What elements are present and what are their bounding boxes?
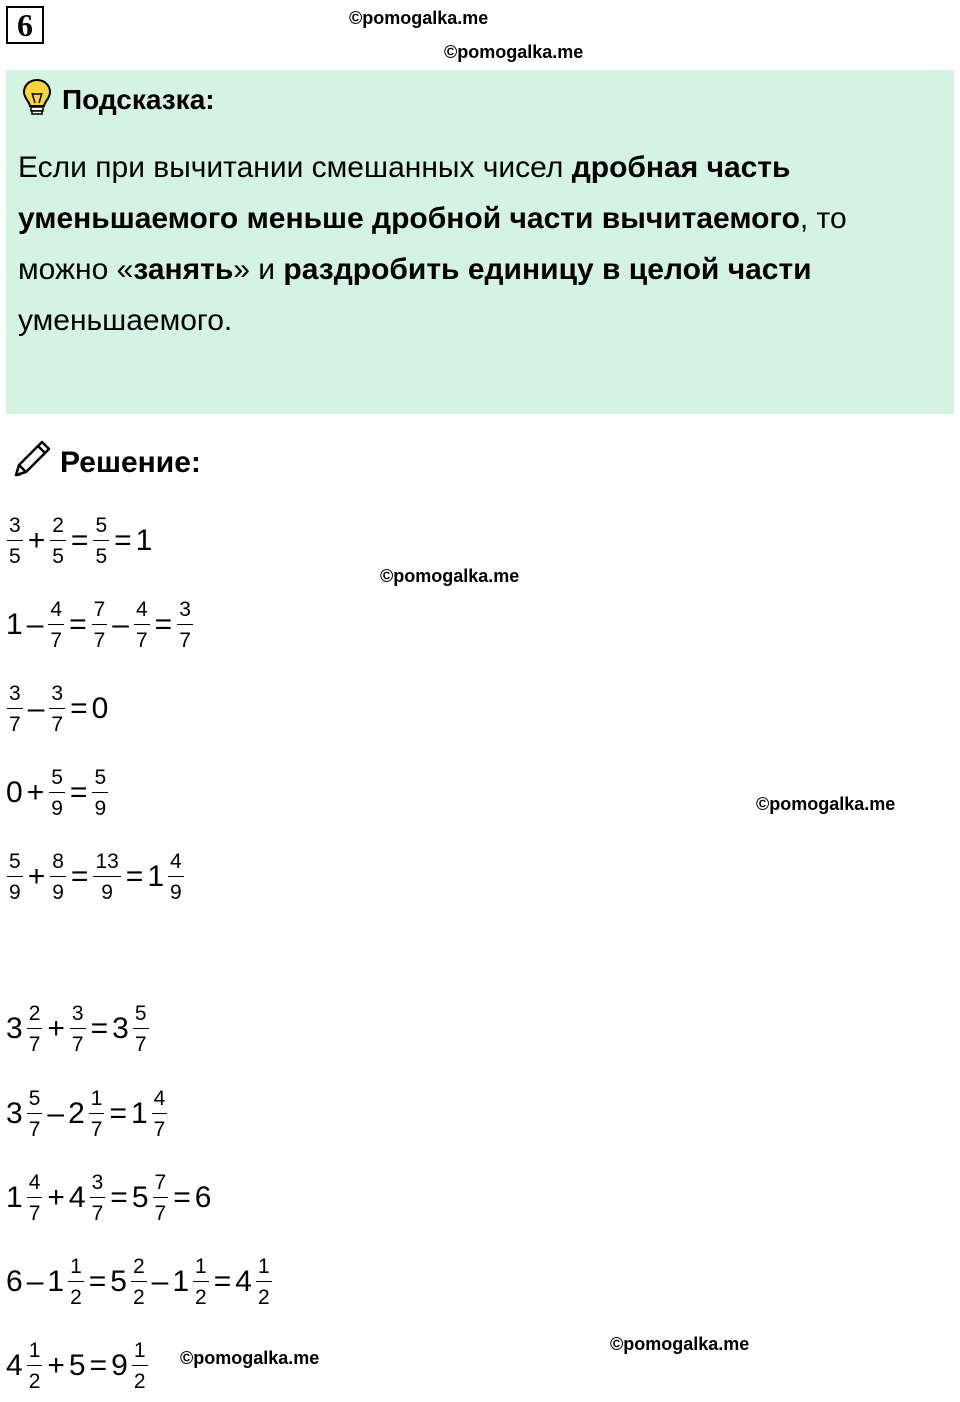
denominator: 7 (9, 713, 21, 736)
whole-part: 4 (6, 1349, 23, 1382)
mixed-number (69, 1172, 106, 1224)
math-operator: = (69, 608, 87, 641)
fraction-body (92, 767, 108, 819)
numerator: 1 (193, 1256, 209, 1282)
mixed-number (6, 1088, 43, 1140)
hint-bold-1: дробная часть уменьшаемого меньше дробной части вычитаемого (18, 151, 800, 235)
numerator: 5 (7, 851, 23, 877)
denominator: 9 (94, 797, 107, 820)
equation-row (6, 674, 108, 744)
hint-bold-2: занять (133, 253, 234, 286)
mixed-number (172, 1256, 209, 1308)
fraction-body (49, 683, 65, 735)
watermark: ©pomogalka.me (349, 8, 489, 28)
fraction-body (7, 515, 23, 567)
fraction-body (153, 1172, 169, 1224)
whole-part: 5 (110, 1265, 127, 1298)
math-operator: = (173, 1181, 191, 1214)
equation-row (6, 1331, 149, 1401)
task-number: 6 (6, 6, 44, 44)
denominator: 7 (154, 1202, 167, 1225)
fraction-body (89, 1088, 105, 1140)
numerator: 4 (152, 1088, 168, 1114)
fraction-body (93, 851, 120, 903)
denominator: 2 (70, 1286, 82, 1309)
denominator: 9 (52, 881, 64, 904)
math-operator: + (26, 776, 45, 809)
lightbulb-icon (20, 77, 54, 124)
math-operator: = (114, 524, 132, 557)
solution-title: Решение: (60, 446, 201, 479)
fraction-body (68, 1256, 84, 1308)
denominator: 7 (51, 713, 64, 736)
numerator: 3 (7, 683, 23, 709)
equation-row (6, 1247, 273, 1317)
equation-row (6, 590, 194, 660)
fraction-body (49, 767, 65, 819)
fraction-body (27, 1003, 43, 1055)
fraction-body (134, 599, 150, 651)
denominator: 5 (9, 545, 21, 568)
math-operator: = (154, 608, 173, 641)
numerator: 1 (132, 1340, 148, 1366)
math-number: 6 (194, 1181, 212, 1214)
whole-part: 9 (111, 1349, 128, 1382)
mixed-number (6, 1172, 43, 1224)
numerator: 4 (48, 599, 64, 625)
mixed-number (131, 1088, 168, 1140)
denominator: 2 (195, 1286, 207, 1309)
numerator: 1 (68, 1256, 84, 1282)
denominator: 2 (133, 1370, 146, 1393)
whole-part: 3 (6, 1012, 23, 1045)
math-operator: = (109, 1097, 127, 1130)
numerator: 7 (153, 1172, 169, 1198)
fraction (6, 515, 24, 567)
numerator: 1 (256, 1256, 272, 1282)
fraction-body (7, 683, 23, 735)
fraction-body (48, 599, 64, 651)
numerator: 1 (27, 1340, 43, 1366)
denominator: 7 (93, 629, 106, 652)
denominator: 9 (101, 881, 113, 904)
fraction-body (27, 1340, 43, 1392)
equation-row (6, 994, 150, 1064)
hint-bold-3: раздробить единицу в целой части (283, 253, 812, 286)
fraction-body (193, 1256, 209, 1308)
math-operator: – (26, 608, 44, 641)
numerator: 7 (92, 599, 108, 625)
whole-part: 1 (130, 1097, 148, 1130)
numerator: 3 (70, 1003, 86, 1029)
denominator: 2 (28, 1370, 41, 1393)
equation-row (6, 1079, 168, 1149)
denominator: 7 (153, 1118, 166, 1141)
denominator: 7 (134, 1033, 147, 1056)
whole-part: 5 (131, 1181, 149, 1214)
numerator: 5 (133, 1003, 149, 1029)
math-number: 6 (6, 1265, 23, 1298)
numerator: 3 (49, 683, 65, 709)
equation-row (6, 506, 152, 576)
denominator: 9 (170, 881, 182, 904)
denominator: 5 (95, 545, 108, 568)
numerator: 4 (134, 599, 150, 625)
denominator: 7 (28, 1202, 41, 1225)
math-number: 0 (91, 692, 109, 725)
mixed-number (132, 1172, 169, 1224)
numerator: 5 (49, 767, 65, 793)
watermark: ©pomogalka.me (756, 794, 896, 814)
math-operator: = (89, 1349, 108, 1382)
numerator: 5 (27, 1088, 43, 1114)
math-operator: = (70, 524, 89, 557)
whole-part: 3 (6, 1097, 23, 1130)
equation-row (6, 758, 109, 828)
fraction-body (133, 1003, 149, 1055)
denominator: 7 (50, 629, 63, 652)
mixed-number (6, 1340, 43, 1392)
mixed-number (112, 1003, 149, 1055)
pencil-icon (10, 437, 54, 489)
fraction-body (27, 1172, 43, 1224)
fraction (92, 851, 121, 903)
fraction-body (70, 1003, 86, 1055)
mixed-number (147, 851, 184, 903)
numerator: 2 (131, 1256, 147, 1282)
math-operator: = (69, 776, 88, 809)
numerator: 5 (92, 767, 108, 793)
numerator: 3 (7, 515, 23, 541)
hint-part-3: » и (233, 253, 284, 286)
denominator: 7 (91, 1202, 104, 1225)
math-operator: = (213, 1265, 232, 1298)
fraction (48, 683, 66, 735)
fraction (6, 683, 24, 735)
hint-heading (20, 80, 215, 120)
whole-part: 1 (6, 1181, 23, 1214)
fraction (92, 515, 110, 567)
whole-part: 4 (68, 1181, 86, 1214)
numerator: 2 (50, 515, 66, 541)
math-operator: = (88, 1265, 107, 1298)
numerator: 4 (168, 851, 184, 877)
fraction-body (131, 1256, 147, 1308)
fraction-body (50, 515, 66, 567)
fraction (176, 599, 194, 651)
whole-part: 1 (172, 1265, 190, 1298)
math-operator: + (47, 1012, 65, 1045)
fraction (91, 599, 109, 651)
solution-heading (10, 440, 201, 486)
numerator: 3 (177, 599, 193, 625)
fraction-body (256, 1256, 272, 1308)
math-number: 5 (68, 1349, 86, 1382)
whole-part: 2 (68, 1097, 85, 1130)
hint-title: Подсказка: (62, 84, 215, 115)
denominator: 9 (9, 881, 21, 904)
watermark: ©pomogalka.me (444, 42, 584, 62)
numerator: 4 (27, 1172, 43, 1198)
hint-text (18, 142, 938, 346)
numerator: 1 (89, 1088, 105, 1114)
denominator: 7 (179, 629, 191, 652)
fraction (6, 851, 24, 903)
numerator: 13 (93, 851, 120, 877)
watermark: ©pomogalka.me (610, 1334, 750, 1354)
whole-part: 1 (147, 860, 165, 893)
fraction (48, 767, 66, 819)
math-operator: – (26, 1265, 44, 1298)
whole-part: 3 (112, 1012, 129, 1045)
denominator: 9 (51, 797, 63, 820)
mixed-number (235, 1256, 272, 1308)
fraction-body (27, 1088, 43, 1140)
denominator: 2 (257, 1286, 270, 1309)
math-operator: + (27, 860, 46, 893)
numerator: 3 (90, 1172, 106, 1198)
denominator: 2 (132, 1286, 145, 1309)
math-operator: = (110, 1181, 128, 1214)
denominator: 7 (28, 1118, 41, 1141)
math-operator: = (70, 860, 89, 893)
math-number: 1 (6, 608, 23, 641)
fraction (133, 599, 151, 651)
denominator: 5 (52, 545, 64, 568)
mixed-number (47, 1256, 84, 1308)
mixed-number (6, 1003, 43, 1055)
fraction (47, 599, 65, 651)
fraction (69, 1003, 87, 1055)
hint-part-1: Если при вычитании смешанных чисел (18, 151, 572, 184)
math-operator: – (112, 608, 129, 641)
numerator: 2 (27, 1003, 43, 1029)
math-operator: = (125, 860, 144, 893)
equation-row (6, 1163, 211, 1233)
fraction-body (7, 851, 23, 903)
hint-part-4: уменьшаемого. (18, 304, 233, 337)
fraction-body (90, 1172, 106, 1224)
math-operator: + (27, 524, 46, 557)
hint-part-2: , то можно « (18, 202, 847, 286)
fraction-body (177, 599, 193, 651)
whole-part: 4 (235, 1265, 252, 1298)
watermark: ©pomogalka.me (380, 566, 520, 586)
math-operator: – (27, 692, 45, 725)
numerator: 5 (93, 515, 109, 541)
mixed-number (111, 1340, 148, 1392)
equation-row (6, 842, 185, 912)
math-operator: = (70, 692, 88, 725)
fraction-body (50, 851, 66, 903)
fraction (49, 515, 67, 567)
math-number: 1 (135, 524, 153, 557)
denominator: 7 (135, 629, 148, 652)
math-operator: + (47, 1181, 65, 1214)
math-operator: – (47, 1097, 65, 1130)
fraction (49, 851, 67, 903)
fraction-body (132, 1340, 148, 1392)
numerator: 8 (50, 851, 66, 877)
denominator: 7 (90, 1118, 103, 1141)
math-number: 0 (6, 776, 23, 809)
math-operator: = (90, 1012, 109, 1045)
math-operator: + (47, 1349, 65, 1382)
denominator: 7 (71, 1033, 84, 1056)
fraction-body (152, 1088, 168, 1140)
math-operator: – (151, 1265, 169, 1298)
mixed-number (110, 1256, 147, 1308)
watermark: ©pomogalka.me (180, 1348, 320, 1368)
fraction-body (93, 515, 109, 567)
fraction (91, 767, 109, 819)
fraction-body (168, 851, 184, 903)
mixed-number (68, 1088, 105, 1140)
fraction-body (92, 599, 108, 651)
whole-part: 1 (47, 1265, 65, 1298)
denominator: 7 (28, 1033, 41, 1056)
